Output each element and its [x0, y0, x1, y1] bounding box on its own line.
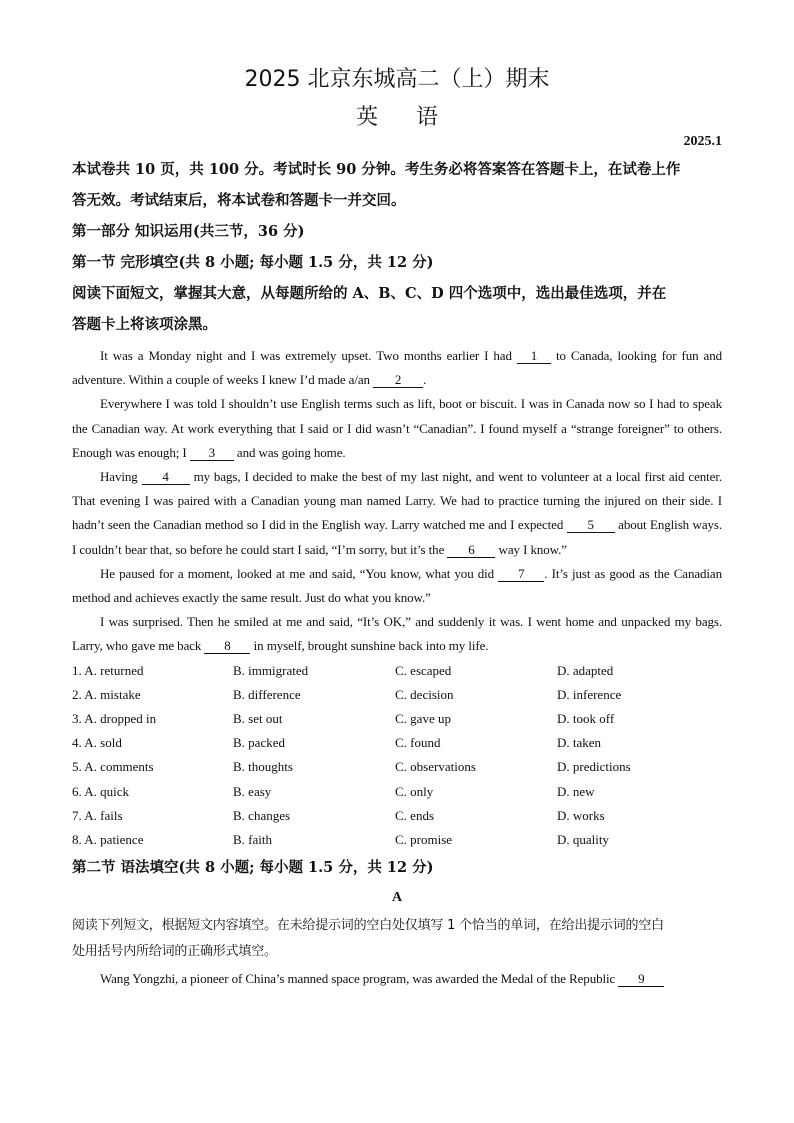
option-text: D. took off [557, 711, 615, 727]
passage-paragraph-2 [72, 392, 722, 465]
option-text: C. only [395, 783, 434, 799]
option-text: D. taken [557, 735, 602, 751]
option-text: B. changes [233, 807, 291, 823]
option-text: D. adapted [557, 662, 614, 678]
text-run: Everywhere I was told I shouldn’t use English terms such as lift, boot or biscuit. I was in Canada now so I had to speak the Canadian way. At work everything that I said or I did wasn’t “Canadian”. I found myself a “strange foreigner” to others. Enough was enough; I [72, 396, 722, 460]
section1-instruction-line-1: 阅读下面短文，掌握其大意，从每题所给的 A、B、C、D 四个选项中，选出最佳选项，并在 [72, 285, 667, 302]
option-text: B. thoughts [233, 759, 293, 775]
text-run: to Canada, looking for fun and adventure. Within a couple of weeks I knew I’d made a/an [72, 348, 723, 388]
intro-line-1: 本试卷共 10 页，共 100 分。考试时长 90 分钟。考生务必将答案答在答题卡上，在试卷上作 [72, 161, 681, 178]
options-row-7 [72, 804, 722, 828]
options-row-3 [72, 707, 722, 731]
section2-sub-heading: A [391, 890, 403, 906]
blank-8: 8 [204, 639, 250, 654]
blank-2: 2 [373, 373, 423, 388]
blank-7: 7 [498, 567, 544, 582]
text-run: about English ways. I couldn’t bear that, so before he could start I said, “I’m sorry, but it’s the [72, 517, 722, 557]
option-text: C. gave up [395, 711, 451, 727]
text-run: in myself, brought sunshine back into my life. [250, 638, 489, 654]
text-run: It was a Monday night and I was extremely upset. Two months earlier I had [100, 348, 517, 363]
section2-instruction-line-2: 处用括号内所给词的正确形式填空。 [72, 944, 277, 960]
text-run: I was surprised. Then he smiled at me and said, “It’s OK,” and suddenly it was. I went home and unpacked my bags. Larry, who gave me back [72, 614, 722, 654]
option-text: B. set out [233, 711, 283, 727]
text-run: my bags, I decided to make the best of my last night, and went to volunteer at a local first aid center. That evening I was paired with a Canadian young man named Larry. We had to practice turning the injured on their side. I hadn’t seen the Canadian method so I did in the English way. Larry watched me and I expected [72, 469, 722, 533]
text-run: Wang Yongzhi, a pioneer of China’s manned space program, was awarded the Medal of the Republic [100, 971, 619, 987]
blank-4: 4 [142, 470, 190, 485]
subject-title: 英语 [355, 105, 476, 130]
option-text: C. ends [395, 807, 434, 823]
option-text: D. works [557, 807, 605, 823]
blank-1: 1 [517, 349, 551, 364]
section2-heading: 第二节 语法填空(共 8 小题; 每小题 1.5 分，共 12 分) [72, 859, 434, 877]
option-text: D. quality [557, 831, 609, 847]
blank-9: 9 [618, 972, 664, 987]
option-text: B. faith [233, 831, 272, 847]
option-text: 3. A. dropped in [72, 711, 157, 727]
option-text: 6. A. quick [72, 783, 130, 799]
options-list [72, 659, 722, 853]
options-row-5 [72, 755, 722, 779]
options-row-6 [72, 780, 722, 804]
section2-paragraph-1 [72, 967, 722, 991]
option-text: B. immigrated [233, 662, 309, 678]
option-text: B. packed [233, 735, 285, 751]
blank-3: 3 [190, 446, 234, 461]
blank-5: 5 [567, 518, 615, 533]
option-text: B. difference [233, 686, 301, 702]
option-text: C. decision [395, 686, 454, 702]
blank-6: 6 [447, 543, 495, 558]
option-text: 5. A. comments [72, 759, 154, 775]
option-text: B. easy [233, 783, 272, 799]
section2-instruction-line-1: 阅读下列短文，根据短文内容填空。在未给提示词的空白处仅填写 1 个恰当的单词，在给出提示词的空白 [72, 918, 664, 934]
text-run: way I know.” [495, 541, 567, 557]
option-text: C. found [395, 735, 441, 751]
option-text: D. inference [557, 686, 622, 702]
option-text: 8. A. patience [72, 831, 144, 847]
exam-content [72, 154, 722, 991]
option-text: D. predictions [557, 759, 631, 775]
passage-paragraph-4 [72, 562, 722, 610]
option-text: 4. A. sold [72, 735, 122, 751]
text-run: He paused for a moment, looked at me and said, “You know, what you did [100, 565, 499, 581]
text-run: and was going home. [233, 444, 346, 460]
passage-paragraph-3 [72, 465, 722, 562]
options-row-1 [72, 659, 722, 683]
option-text: C. escaped [395, 662, 452, 678]
intro-line-2: 答无效。考试结束后，将本试卷和答题卡一并交回。 [72, 192, 406, 209]
text-run: . [423, 372, 427, 388]
option-text: D. new [557, 783, 595, 799]
text-run: Having [100, 469, 142, 485]
text-run: . It’s just as good as the Canadian method and achieves exactly the same result. Just do what you know.” [72, 565, 722, 606]
exam-date: 2025.1 [683, 134, 722, 149]
section1-heading: 第一节 完形填空(共 8 小题; 每小题 1.5 分，共 12 分) [72, 254, 434, 271]
options-row-2 [72, 683, 722, 707]
page-title: 2025 北京东城高二（上）期末 [244, 67, 550, 92]
option-text: 7. A. fails [72, 807, 123, 823]
option-text: C. promise [395, 831, 453, 847]
option-text: 1. A. returned [72, 662, 144, 678]
option-text: C. observations [395, 759, 476, 775]
passage-paragraph-5 [72, 610, 722, 658]
part1-heading: 第一部分 知识运用(共三节，36 分) [72, 223, 305, 240]
options-row-4 [72, 731, 722, 755]
option-text: 2. A. mistake [72, 686, 141, 702]
section1-instruction-line-2: 答题卡上将该项涂黑。 [72, 316, 217, 333]
options-row-8 [72, 828, 722, 852]
passage-paragraph-1 [72, 344, 722, 392]
